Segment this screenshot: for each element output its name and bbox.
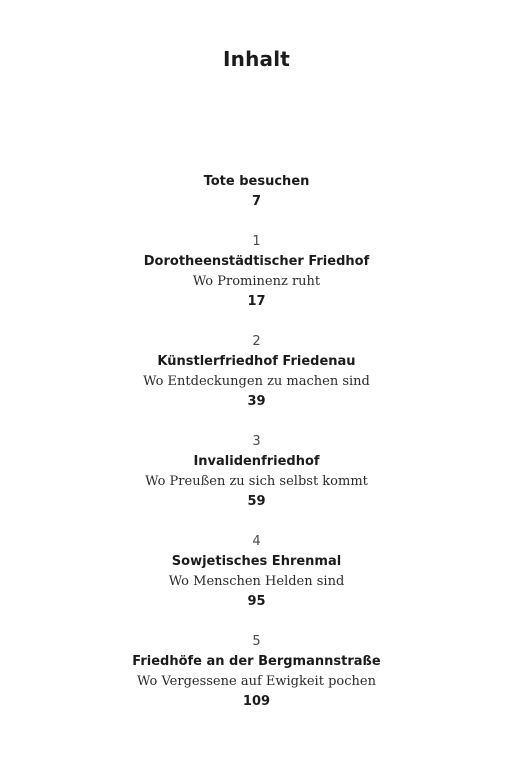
chapter-page-number: 109 (242, 694, 271, 709)
chapter-subtitle: Wo Entdeckungen zu machen sind (143, 374, 370, 389)
chapter-number: 5 (252, 634, 261, 649)
chapter-title: Dorotheenstädtischer Friedhof (143, 254, 370, 269)
chapter-number: 3 (252, 434, 261, 449)
toc-entry-prologue (0, 172, 513, 212)
entry-title: Tote besuchen (203, 174, 310, 189)
toc-chapter-list (0, 232, 513, 732)
chapter-number: 4 (252, 534, 261, 549)
chapter-subtitle: Wo Preußen zu sich selbst kommt (145, 474, 368, 489)
chapter-subtitle: Wo Menschen Helden sind (168, 574, 345, 589)
chapter-page-number: 59 (247, 494, 266, 509)
chapter-number: 2 (252, 334, 261, 349)
toc-entry-chapter-1 (0, 232, 513, 332)
page-title: Inhalt (222, 47, 291, 71)
chapter-title: Invalidenfriedhof (193, 454, 320, 469)
toc-entry-chapter-3 (0, 432, 513, 532)
toc-entry-chapter-2 (0, 332, 513, 432)
chapter-page-number: 39 (247, 394, 266, 409)
chapter-page-number: 17 (247, 294, 266, 309)
chapter-title: Friedhöfe an der Bergmannstraße (132, 654, 381, 669)
chapter-page-number: 95 (247, 594, 266, 609)
toc-entry-chapter-4 (0, 532, 513, 632)
toc-entry-chapter-5 (0, 632, 513, 732)
chapter-title: Künstlerfriedhof Friedenau (157, 354, 356, 369)
entry-page-number: 7 (251, 194, 262, 209)
chapter-subtitle: Wo Prominenz ruht (192, 274, 321, 289)
chapter-number: 1 (252, 234, 261, 249)
chapter-subtitle: Wo Vergessene auf Ewigkeit pochen (137, 674, 376, 689)
chapter-title: Sowjetisches Ehrenmal (171, 554, 342, 569)
